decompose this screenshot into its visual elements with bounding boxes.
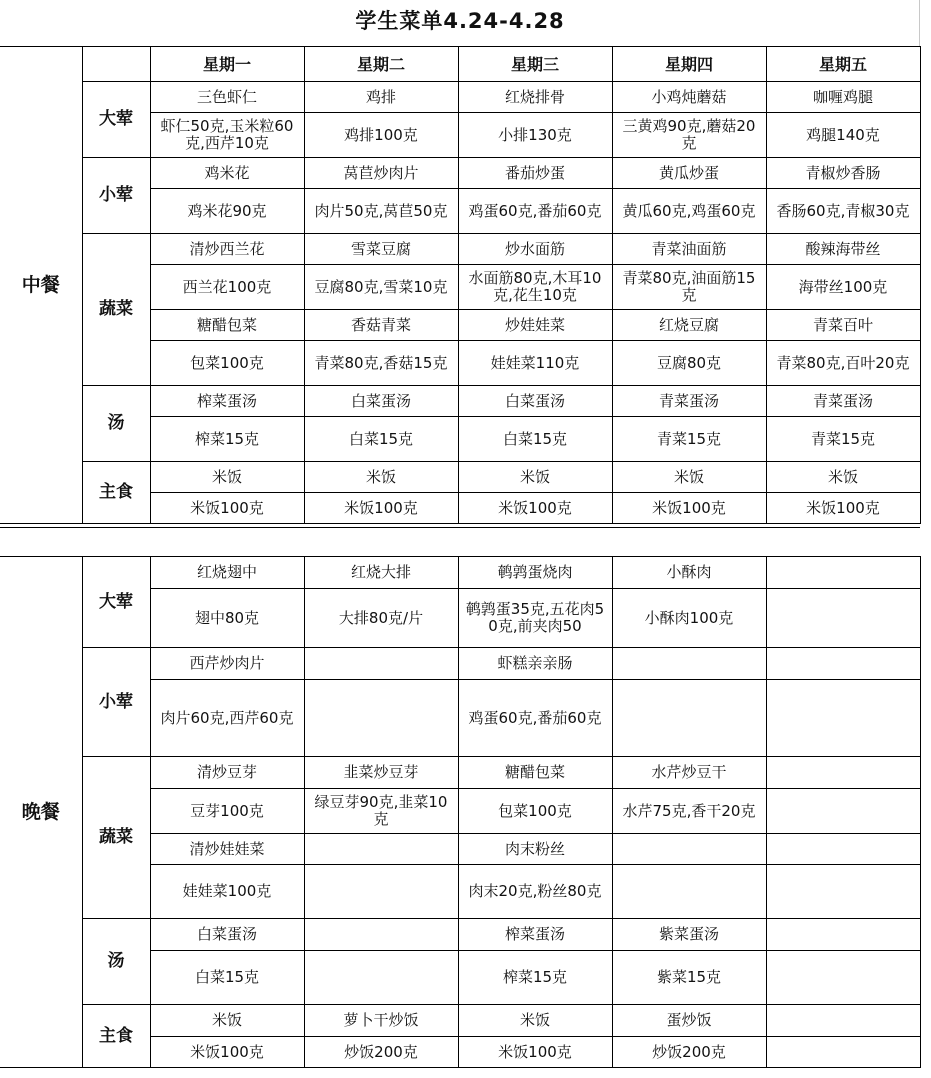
dish-ingredients-cell: [766, 1037, 920, 1068]
dish-ingredients-cell: 小排130克: [458, 113, 612, 158]
dish-ingredients-cell: 米饭100克: [612, 493, 766, 524]
dish-ingredients-cell: 肉片60克,西芹60克: [150, 680, 304, 757]
category-label: 大荤: [82, 557, 150, 648]
dish-ingredients-cell: 娃娃菜100克: [150, 865, 304, 919]
dish-name-cell: [766, 557, 920, 589]
day-header: 星期四: [612, 47, 766, 82]
dish-name-cell: 西芹炒肉片: [150, 648, 304, 680]
dish-ingredients-cell: 米饭100克: [304, 493, 458, 524]
dish-name-cell: 韭菜炒豆芽: [304, 757, 458, 789]
dish-name-cell: 白菜蛋汤: [304, 386, 458, 417]
table-row: [0, 757, 920, 789]
dish-ingredients-cell: 肉末20克,粉丝80克: [458, 865, 612, 919]
dish-ingredients-cell: 榨菜15克: [150, 417, 304, 462]
dish-ingredients-cell: [766, 680, 920, 757]
dinner-table: [0, 556, 921, 1068]
dish-name-cell: [304, 648, 458, 680]
dish-name-cell: 糖醋包菜: [458, 757, 612, 789]
dish-ingredients-cell: [612, 865, 766, 919]
dish-ingredients-cell: [304, 680, 458, 757]
dish-name-cell: 米饭: [150, 1005, 304, 1037]
dish-name-cell: 米饭: [458, 1005, 612, 1037]
dish-name-cell: 白菜蛋汤: [150, 919, 304, 951]
dish-ingredients-cell: 香肠60克,青椒30克: [766, 189, 920, 234]
dish-name-cell: 米饭: [458, 462, 612, 493]
dish-name-cell: 清炒豆芽: [150, 757, 304, 789]
dish-name-cell: 青菜蛋汤: [766, 386, 920, 417]
dish-name-cell: 糖醋包菜: [150, 310, 304, 341]
dish-name-cell: 红烧排骨: [458, 82, 612, 113]
dish-ingredients-cell: 青菜80克,百叶20克: [766, 341, 920, 386]
day-header: 星期五: [766, 47, 920, 82]
dish-ingredients-cell: 白菜15克: [458, 417, 612, 462]
dish-ingredients-cell: 青菜80克,油面筋15克: [612, 265, 766, 310]
dish-name-cell: 青菜百叶: [766, 310, 920, 341]
dish-ingredients-cell: 豆腐80克: [612, 341, 766, 386]
dish-ingredients-cell: 炒饭200克: [612, 1037, 766, 1068]
dish-ingredients-cell: 豆芽100克: [150, 789, 304, 834]
dish-ingredients-cell: 青菜15克: [612, 417, 766, 462]
dish-name-cell: [304, 834, 458, 865]
dish-ingredients-cell: 包菜100克: [150, 341, 304, 386]
dish-ingredients-cell: 白菜15克: [150, 951, 304, 1005]
dish-ingredients-cell: 鸡米花90克: [150, 189, 304, 234]
dish-ingredients-cell: 青菜80克,香菇15克: [304, 341, 458, 386]
day-header: 星期二: [304, 47, 458, 82]
dish-ingredients-cell: 鸡蛋60克,番茄60克: [458, 680, 612, 757]
category-label: 蔬菜: [82, 757, 150, 919]
dish-name-cell: 红烧翅中: [150, 557, 304, 589]
dish-name-cell: 鸡米花: [150, 158, 304, 189]
dish-name-cell: 白菜蛋汤: [458, 386, 612, 417]
dish-ingredients-cell: [304, 951, 458, 1005]
dish-name-cell: 榨菜蛋汤: [458, 919, 612, 951]
category-label: 蔬菜: [82, 234, 150, 386]
dish-ingredients-cell: 紫菜15克: [612, 951, 766, 1005]
dish-name-cell: [766, 834, 920, 865]
meal-label-lunch: 中餐: [0, 47, 82, 524]
dish-ingredients-cell: 米饭100克: [150, 493, 304, 524]
dish-ingredients-cell: 米饭100克: [458, 1037, 612, 1068]
table-row: [0, 648, 920, 680]
dish-name-cell: 三色虾仁: [150, 82, 304, 113]
dish-ingredients-cell: 三黄鸡90克,蘑菇20克: [612, 113, 766, 158]
dish-ingredients-cell: 榨菜15克: [458, 951, 612, 1005]
table-row: [0, 462, 920, 493]
dish-ingredients-cell: 鸡排100克: [304, 113, 458, 158]
dish-name-cell: 萝卜干炒饭: [304, 1005, 458, 1037]
category-label: 小荤: [82, 158, 150, 234]
dish-name-cell: 清炒娃娃菜: [150, 834, 304, 865]
dish-name-cell: 清炒西兰花: [150, 234, 304, 265]
dish-ingredients-cell: 海带丝100克: [766, 265, 920, 310]
dish-ingredients-cell: 白菜15克: [304, 417, 458, 462]
dish-name-cell: 肉末粉丝: [458, 834, 612, 865]
dish-name-cell: [766, 919, 920, 951]
dish-ingredients-cell: [304, 865, 458, 919]
dish-ingredients-cell: 鸡腿140克: [766, 113, 920, 158]
dish-name-cell: [304, 919, 458, 951]
dish-name-cell: 蛋炒饭: [612, 1005, 766, 1037]
day-header: 星期三: [458, 47, 612, 82]
table-row: [0, 919, 920, 951]
dish-ingredients-cell: 炒饭200克: [304, 1037, 458, 1068]
dish-name-cell: [766, 1005, 920, 1037]
dish-ingredients-cell: 黄瓜60克,鸡蛋60克: [612, 189, 766, 234]
dish-name-cell: 红烧大排: [304, 557, 458, 589]
dish-name-cell: 雪菜豆腐: [304, 234, 458, 265]
dish-name-cell: 莴苣炒肉片: [304, 158, 458, 189]
dish-ingredients-cell: 水芹75克,香干20克: [612, 789, 766, 834]
dish-ingredients-cell: 包菜100克: [458, 789, 612, 834]
meal-label-dinner: 晚餐: [0, 557, 82, 1068]
dish-ingredients-cell: [766, 951, 920, 1005]
lunch-table: [0, 46, 921, 524]
dish-name-cell: 榨菜蛋汤: [150, 386, 304, 417]
table-row: [0, 82, 920, 113]
dish-ingredients-cell: 虾仁50克,玉米粒60克,西芹10克: [150, 113, 304, 158]
dish-ingredients-cell: 翅中80克: [150, 589, 304, 648]
dish-name-cell: 虾糕亲亲肠: [458, 648, 612, 680]
dish-name-cell: 红烧豆腐: [612, 310, 766, 341]
category-label: 主食: [82, 462, 150, 524]
dish-ingredients-cell: 娃娃菜110克: [458, 341, 612, 386]
dish-name-cell: 米饭: [766, 462, 920, 493]
dish-ingredients-cell: 米饭100克: [150, 1037, 304, 1068]
dish-ingredients-cell: 西兰花100克: [150, 265, 304, 310]
dish-name-cell: 米饭: [612, 462, 766, 493]
dish-ingredients-cell: 米饭100克: [766, 493, 920, 524]
dish-ingredients-cell: 小酥肉100克: [612, 589, 766, 648]
dish-ingredients-cell: 肉片50克,莴苣50克: [304, 189, 458, 234]
category-label: 大荤: [82, 82, 150, 158]
dish-name-cell: 黄瓜炒蛋: [612, 158, 766, 189]
dish-ingredients-cell: 大排80克/片: [304, 589, 458, 648]
dish-name-cell: 米饭: [304, 462, 458, 493]
dish-name-cell: 青菜蛋汤: [612, 386, 766, 417]
dish-name-cell: 紫菜蛋汤: [612, 919, 766, 951]
dish-name-cell: 鸡排: [304, 82, 458, 113]
header-row: [0, 47, 920, 82]
dish-name-cell: 青菜油面筋: [612, 234, 766, 265]
category-label: 小荤: [82, 648, 150, 757]
table-row: [0, 1005, 920, 1037]
dish-name-cell: 香菇青菜: [304, 310, 458, 341]
section-separator: [0, 527, 920, 556]
dish-ingredients-cell: 绿豆芽90克,韭菜10克: [304, 789, 458, 834]
category-label: 主食: [82, 1005, 150, 1068]
dish-name-cell: 酸辣海带丝: [766, 234, 920, 265]
dish-name-cell: 小鸡炖蘑菇: [612, 82, 766, 113]
dish-ingredients-cell: 鸡蛋60克,番茄60克: [458, 189, 612, 234]
dish-ingredients-cell: 豆腐80克,雪菜10克: [304, 265, 458, 310]
dish-name-cell: [612, 648, 766, 680]
dish-ingredients-cell: 米饭100克: [458, 493, 612, 524]
page-title: 学生菜单4.24-4.28: [355, 9, 565, 33]
dish-name-cell: 青椒炒香肠: [766, 158, 920, 189]
dish-name-cell: 水芹炒豆干: [612, 757, 766, 789]
dish-name-cell: 炒娃娃菜: [458, 310, 612, 341]
dish-name-cell: 鹌鹑蛋烧肉: [458, 557, 612, 589]
dish-ingredients-cell: [766, 865, 920, 919]
grid-line: [919, 0, 920, 46]
dish-name-cell: [612, 834, 766, 865]
table-row: [0, 158, 920, 189]
dish-name-cell: 咖喱鸡腿: [766, 82, 920, 113]
dish-name-cell: 番茄炒蛋: [458, 158, 612, 189]
dish-ingredients-cell: 水面筋80克,木耳10克,花生10克: [458, 265, 612, 310]
dish-ingredients-cell: 鹌鹑蛋35克,五花肉50克,前夹肉50: [458, 589, 612, 648]
header-corner: [82, 47, 150, 82]
dish-ingredients-cell: 青菜15克: [766, 417, 920, 462]
dish-name-cell: [766, 757, 920, 789]
category-label: 汤: [82, 386, 150, 462]
dish-ingredients-cell: [766, 789, 920, 834]
dish-ingredients-cell: [612, 680, 766, 757]
table-row: [0, 386, 920, 417]
dish-name-cell: 米饭: [150, 462, 304, 493]
table-row: [0, 234, 920, 265]
dish-name-cell: 小酥肉: [612, 557, 766, 589]
category-label: 汤: [82, 919, 150, 1005]
table-row: [0, 557, 920, 589]
dish-name-cell: [766, 648, 920, 680]
dish-name-cell: 炒水面筋: [458, 234, 612, 265]
dish-ingredients-cell: [766, 589, 920, 648]
day-header: 星期一: [150, 47, 304, 82]
